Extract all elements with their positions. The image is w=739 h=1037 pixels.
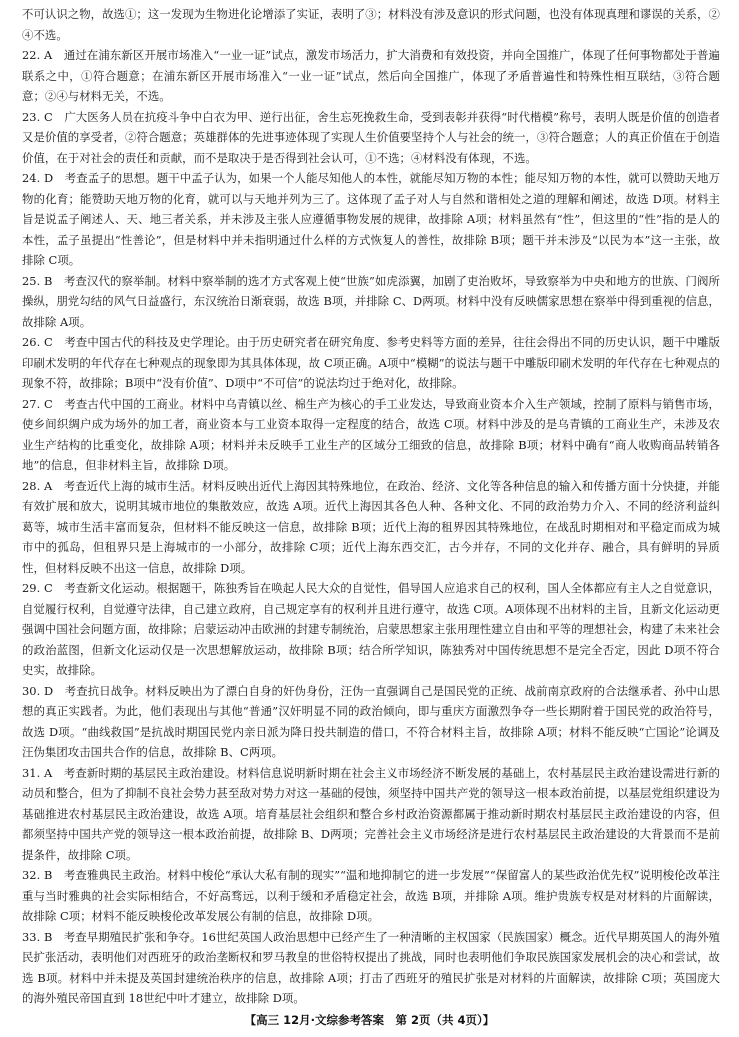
answer-item-27: 27. C 考查古代中国的工商业。材料中乌青镇以丝、棉生产为核心的手工业发达，导致商业资本介入生产领域，控制了原料与销售市场，使乡间织绸户成为场外的加工者，商业资本与工业资本取得一定程度的结合，故选 C项。材料中涉及的是乌青镇的工商业生产，未涉及农业生产结构的比重变化，故排除 A项；材料并未反映手工业生产的区域分工细致的信息，故排除 B项；材料中确有“商人收购商品转销各地”的信息，但非材料主旨，故排除 D项。 [22, 396, 720, 472]
answer-item-32: 32. B 考查雅典民主政治。材料中梭伦“承认大私有制的现实”“温和地抑制它的进一步发展”“保留富人的某些政治优先权”说明梭伦改革注重与当时雅典的社会实际相结合，不好高骛远，以利于缓和矛盾稳定社会，故选 B项，并排除 A项。维护贵族专权是对材料的片面解读，故排除 C项；材料不能反映梭伦改革发展公有制的信息，故排除 D项。 [22, 868, 720, 923]
answer-item-24: 24. D 考查孟子的思想。题干中孟子认为，如果一个人能尽知他人的本性，就能尽知万物的本性；能尽知万物的本性，就可以赞助天地万物的化育；能赞助天地万物的化育，就可以与天地并列为三了。这体现了孟子对人与自然和谐相处之道的理解和阐述，故选 D项。材料主旨是说孟子阐述人、天、地三者关系，并未涉及主张人应遵循事物发展的规律，故排除 A项；材料虽然有“性”，但这里的“性”指的是人的本性，孟子虽提出“性善论”，但是材料中并未指明通过什么样的方式恢复人的善性，故排除 B项；题干并未涉及“以民为本”这一主张，故排除 C项。 [22, 171, 720, 267]
answer-item-23: 23. C 广大医务人员在抗疫斗争中白衣为甲、逆行出征，舍生忘死挽救生命，受到表彰并获得“时代楷模”称号，表明人既是价值的创造者又是价值的享受者，②符合题意；英雄群体的先进事迹体现了实现人生价值要坚持个人与社会的统一，③符合题意；人的真正价值在于创造价值，在于对社会的责任和贡献，而不是取决于是否得到社会认可，①不选；④材料没有体现，不选。 [22, 109, 720, 165]
answer-item-33: 33. B 考查早期殖民扩张和争夺。16世纪英国人政治思想中已经产生了一种清晰的主权国家（民族国家）概念。近代早期英国人的海外殖民扩张活动，表明他们对西班牙的政治垄断权和罗马教皇的世俗特权提出了挑战，同时也表明他们争取民族国家发展机会的决心和尝试，故选 B项。材料中并未提及英国封建统治秩序的信息，故排除 A项；打击了西班牙的殖民扩张是对材料的片面解读，故排除 C项；英国庞大的海外殖民帝国直到 18世纪中叶才建立，故排除 D项。 [22, 929, 720, 1005]
answer-paragraph-continuation: 不可认识之物，故选①；这一发现为生物进化论增添了实证，表明了③；材料没有涉及意识的形式问题，也没有体现真理和谬误的关系，②④不选。 [22, 7, 720, 42]
answer-item-26: 26. C 考查中国古代的科技及史学理论。由于历史研究者在研究角度、参考史料等方面的差异，往往会得出不同的历史认识，题干中雕版印刷术发明的年代存在七种观点的现象即为其具体体现，故 C项正确。A项中“模糊”的说法与题干中雕版印刷术发明的年代存在七种观点的现象不符，故排除；B项中“没有价值”、D项中“不可信”的说法均过于绝对化，故排除。 [22, 335, 720, 390]
answer-item-28: 28. A 考查近代上海的城市生活。材料反映出近代上海因其特殊地位，在政治、经济、文化等各种信息的输入和传播方面十分快捷，并能有效扩展和放大，说明其城市地位的集散效应，故选 A项。近代上海因其各色人种、各种文化、不同的政治势力介入、不同的经济利益纠葛等，城市生活丰富而复杂，但材料不能反映这一信息，故排除 B项；近代上海的租界因其特殊地位，在战乱时期相对和平稳定而成为城市中的孤岛，但租界只是上海城市的一小部分，故排除 C项；近代上海东西交汇，古今并存，不同的文化并存、融合，具有鲜明的异质性，但材料反映不出这一信息，故排除 D项。 [22, 478, 720, 575]
answer-document [22, 4, 720, 1009]
answer-item-30: 30. D 考查抗日战争。材料反映出为了漂白自身的奸伪身份，汪伪一直强调自己是国民党的正统、战前南京政府的合法继承者、孙中山思想的真正实践者。为此，他们表现出与其他“普通”汉奸明显不同的政治倾向，即与重庆方面激烈争夺一些长期附着于国民党的政治符号，故选 D项。“曲线救国”是抗战时期国民党内亲日派为降日投共制造的借口，不符合材料主旨，故排除 A项；材料不能反映“亡国论”论调及汪伪集团攻击国共合作的信息，故排除 B、C两项。 [22, 683, 720, 759]
answer-item-25: 25. B 考查汉代的察举制。材料中察举制的选才方式客观上使“世族”如虎添翼，加剧了吏治败坏，导致察举为中央和地方的世族、门阀所操纵，朋党勾结的风气日益盛行，东汉统治日渐衰弱，故选 B项，并排除 C、D两项。材料中没有反映儒家思想在察举中得到重视的信息，故排除 A项。 [22, 273, 720, 329]
answer-item-22: 22. A 通过在浦东新区开展市场准入“一业一证”试点，激发市场活力，扩大消费和有效投资，并向全国推广，体现了任何事物都处于普遍联系之中，①符合题意；在浦东新区开展市场准入“一业一证”试点，然后向全国推广，体现了矛盾普遍性和特殊性相互联结，③符合题意；②④与材料无关，不选。 [22, 48, 720, 103]
page-footer: 【高三 12月·文综参考答案 第 2页（共 4页）】 [244, 1013, 495, 1027]
answer-item-29: 29. C 考查新文化运动。根据题干，陈独秀旨在唤起人民大众的自觉性，倡导国人应追求自己的权利，国人全体都应有主人之自觉意识，自觉履行权利，自觉遵守法律，自己建立政府，自己规定享有的权利并且进行遵守，故选 C项。A项体现不出材料的主旨，且新文化运动更强调中国社会问题方面，故排除；启蒙运动冲击欧洲的封建专制统治，启蒙思想家主张用理性建立自由和平等的理想社会，构建了未来社会的政治蓝图，但新文化运动仅是一次思想解放运动，故排除 B项；结合所学知识，陈独秀对中国传统思想不是完全否定，因此 D项不符合史实，故排除。 [22, 581, 720, 677]
answer-item-31: 31. A 考查新时期的基层民主政治建设。材料信息说明新时期在社会主义市场经济不断发展的基础上，农村基层民主政治建设需进行新的动员和整合，但为了抑制不良社会势力甚至敌对势力对这一基础的侵蚀，须坚持中国共产党的领导这一根本政治前提，以基层党组织建设为基础推进农村基层民主政治建设，故选 A项。培育基层社会组织和整合乡村政治资源都属于推动新时期农村基层民主政治建设的内容，但都须坚持中国共产党的领导这一根本政治前提，故排除 B、D两项；完善社会主义市场经济是进行农村基层民主政治建设的大背景而不是前提条件，故排除 C项。 [22, 765, 720, 862]
